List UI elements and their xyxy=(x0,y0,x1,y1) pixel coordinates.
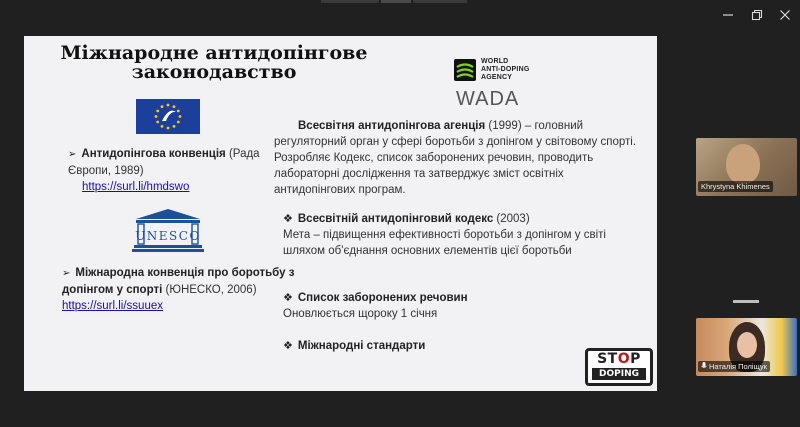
convention-unesco-link[interactable]: https://surl.li/ssuuex xyxy=(62,300,163,312)
slide-title: Міжнародне антидопінгове законодавство xyxy=(60,42,368,83)
unesco-temple-icon xyxy=(132,208,204,252)
anti-doping-code-item: ❖ Всесвітній антидопінговий кодекс (2003) Мета – підвищення ефективності боротьби з допінгом у світі шляхом об'єднання основних елементів цієї боротьби xyxy=(283,213,606,257)
restore-icon xyxy=(751,9,763,21)
convention-unesco-item: ➢ Міжнародна конвенція про боротьбу з допінгом у спорті (ЮНЕСКО, 2006) https://surl.li/ssuuex xyxy=(62,267,295,312)
participant-name: Наталія Поліщук xyxy=(709,362,767,371)
wada-logo-text: WORLD ANTI-DOPING AGENCY xyxy=(481,58,530,81)
close-icon xyxy=(779,9,791,21)
panel-resize-handle[interactable] xyxy=(733,300,759,303)
unesco-logo-text: UNESCO xyxy=(135,229,201,243)
wada-logo xyxy=(454,54,554,86)
minimize-button[interactable] xyxy=(719,6,737,24)
restore-button[interactable] xyxy=(748,6,766,24)
toolbar-indicator xyxy=(381,0,411,3)
council-of-europe-flag xyxy=(136,99,200,134)
diamond-bullet-icon: ❖ xyxy=(283,340,293,352)
convention-europe-link[interactable]: https://surl.li/hmdswo xyxy=(82,181,190,193)
wada-description: Всесвітня антидопінгова агенція (1999) – головний регуляторний орган у сфері боротьби з допінгом у світовому спорті. Розробляє Кодекс, список заборонених речовин, проводить лабораторні дослідження та затверджує зміст освітніх антидопінгових програм. xyxy=(274,120,637,196)
toolbar-indicator xyxy=(413,0,467,3)
participant-avatar xyxy=(726,144,760,184)
toolbar-indicator xyxy=(321,0,379,3)
wada-heading: WADA xyxy=(456,88,520,110)
diamond-bullet-icon: ❖ xyxy=(283,292,293,304)
stop-doping-logo: STOP DOPING xyxy=(585,348,653,386)
international-standards-item: ❖ Міжнародні стандарти xyxy=(283,340,426,352)
diamond-bullet-icon: ❖ xyxy=(283,213,293,225)
participant-name-tag xyxy=(698,361,770,372)
minimize-icon xyxy=(722,9,734,21)
participant-name: Khrystyna Khimenes xyxy=(698,181,773,192)
prohibited-list-item: ❖ Список заборонених речовин Оновлюється щороку 1 січня xyxy=(283,292,468,320)
wada-mark-icon xyxy=(454,59,476,81)
participant-tile[interactable] xyxy=(696,138,797,196)
arrow-bullet-icon: ➢ xyxy=(68,149,77,160)
arrow-bullet-icon: ➢ xyxy=(62,268,71,279)
participant-tile[interactable] xyxy=(696,318,797,376)
unesco-logo xyxy=(132,208,204,252)
shared-slide xyxy=(24,36,657,391)
close-button[interactable] xyxy=(776,6,794,24)
convention-europe-item: ➢ Антидопінгова конвенція (Рада Європи, 1989) https://surl.li/hmdswo xyxy=(68,148,260,193)
council-of-europe-logo-icon xyxy=(136,99,200,134)
microphone-icon xyxy=(701,362,707,370)
